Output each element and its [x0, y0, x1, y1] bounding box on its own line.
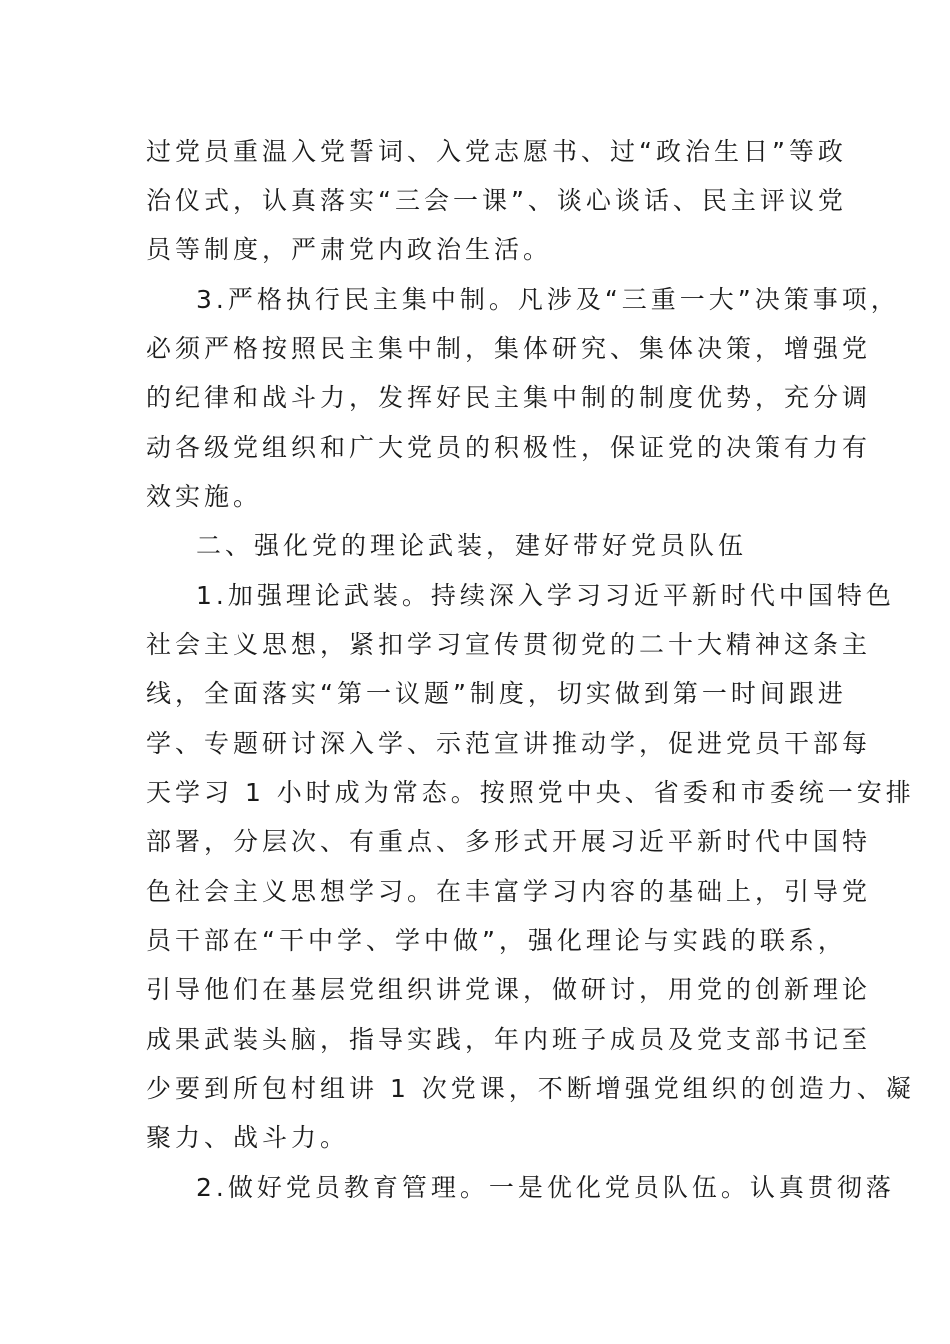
text-line: 色社会主义思想学习。在丰富学习内容的基础上，引导党: [146, 877, 872, 906]
text-line: 动各级党组织和广大党员的积极性，保证党的决策有力有: [146, 433, 872, 462]
text-line: 天学习 1 小时成为常态。按照党中央、省委和市委统一安排: [146, 778, 915, 807]
section-heading: 二、强化党的理论武装，建好带好党员队伍: [196, 531, 748, 560]
text-line: 治仪式，认真落实“三会一课”、谈心谈话、民主评议党: [146, 186, 847, 215]
text-line: 部署，分层次、有重点、多形式开展习近平新时代中国特: [146, 827, 872, 856]
text-line: 2.做好党员教育管理。一是优化党员队伍。认真贯彻落: [196, 1173, 895, 1202]
text-line: 员等制度，严肃党内政治生活。: [146, 235, 553, 264]
text-line: 必须严格按照民主集中制，集体研究、集体决策，增强党: [146, 334, 872, 363]
text-line: 员干部在“干中学、学中做”，强化理论与实践的联系，: [146, 926, 847, 955]
text-line: 3.严格执行民主集中制。凡涉及“三重一大”决策事项，: [196, 285, 900, 314]
text-line: 的纪律和战斗力，发挥好民主集中制的制度优势，充分调: [146, 383, 872, 412]
text-line: 效实施。: [146, 482, 263, 511]
text-line: 成果武装头脑，指导实践，年内班子成员及党支部书记至: [146, 1025, 872, 1054]
text-line: 引导他们在基层党组织讲党课，做研讨，用党的创新理论: [146, 975, 872, 1004]
text-line: 少要到所包村组讲 1 次党课，不断增强党组织的创造力、凝: [146, 1074, 915, 1103]
text-line: 线，全面落实“第一议题”制度，切实做到第一时间跟进: [146, 679, 847, 708]
text-line: 学、专题研讨深入学、示范宣讲推动学，促进党员干部每: [146, 729, 872, 758]
text-line: 聚力、战斗力。: [146, 1123, 350, 1152]
text-line: 社会主义思想，紧扣学习宣传贯彻党的二十大精神这条主: [146, 630, 872, 659]
text-line: 1.加强理论武装。持续深入学习习近平新时代中国特色: [196, 581, 895, 610]
text-line: 过党员重温入党誓词、入党志愿书、过“政治生日”等政: [146, 137, 847, 166]
